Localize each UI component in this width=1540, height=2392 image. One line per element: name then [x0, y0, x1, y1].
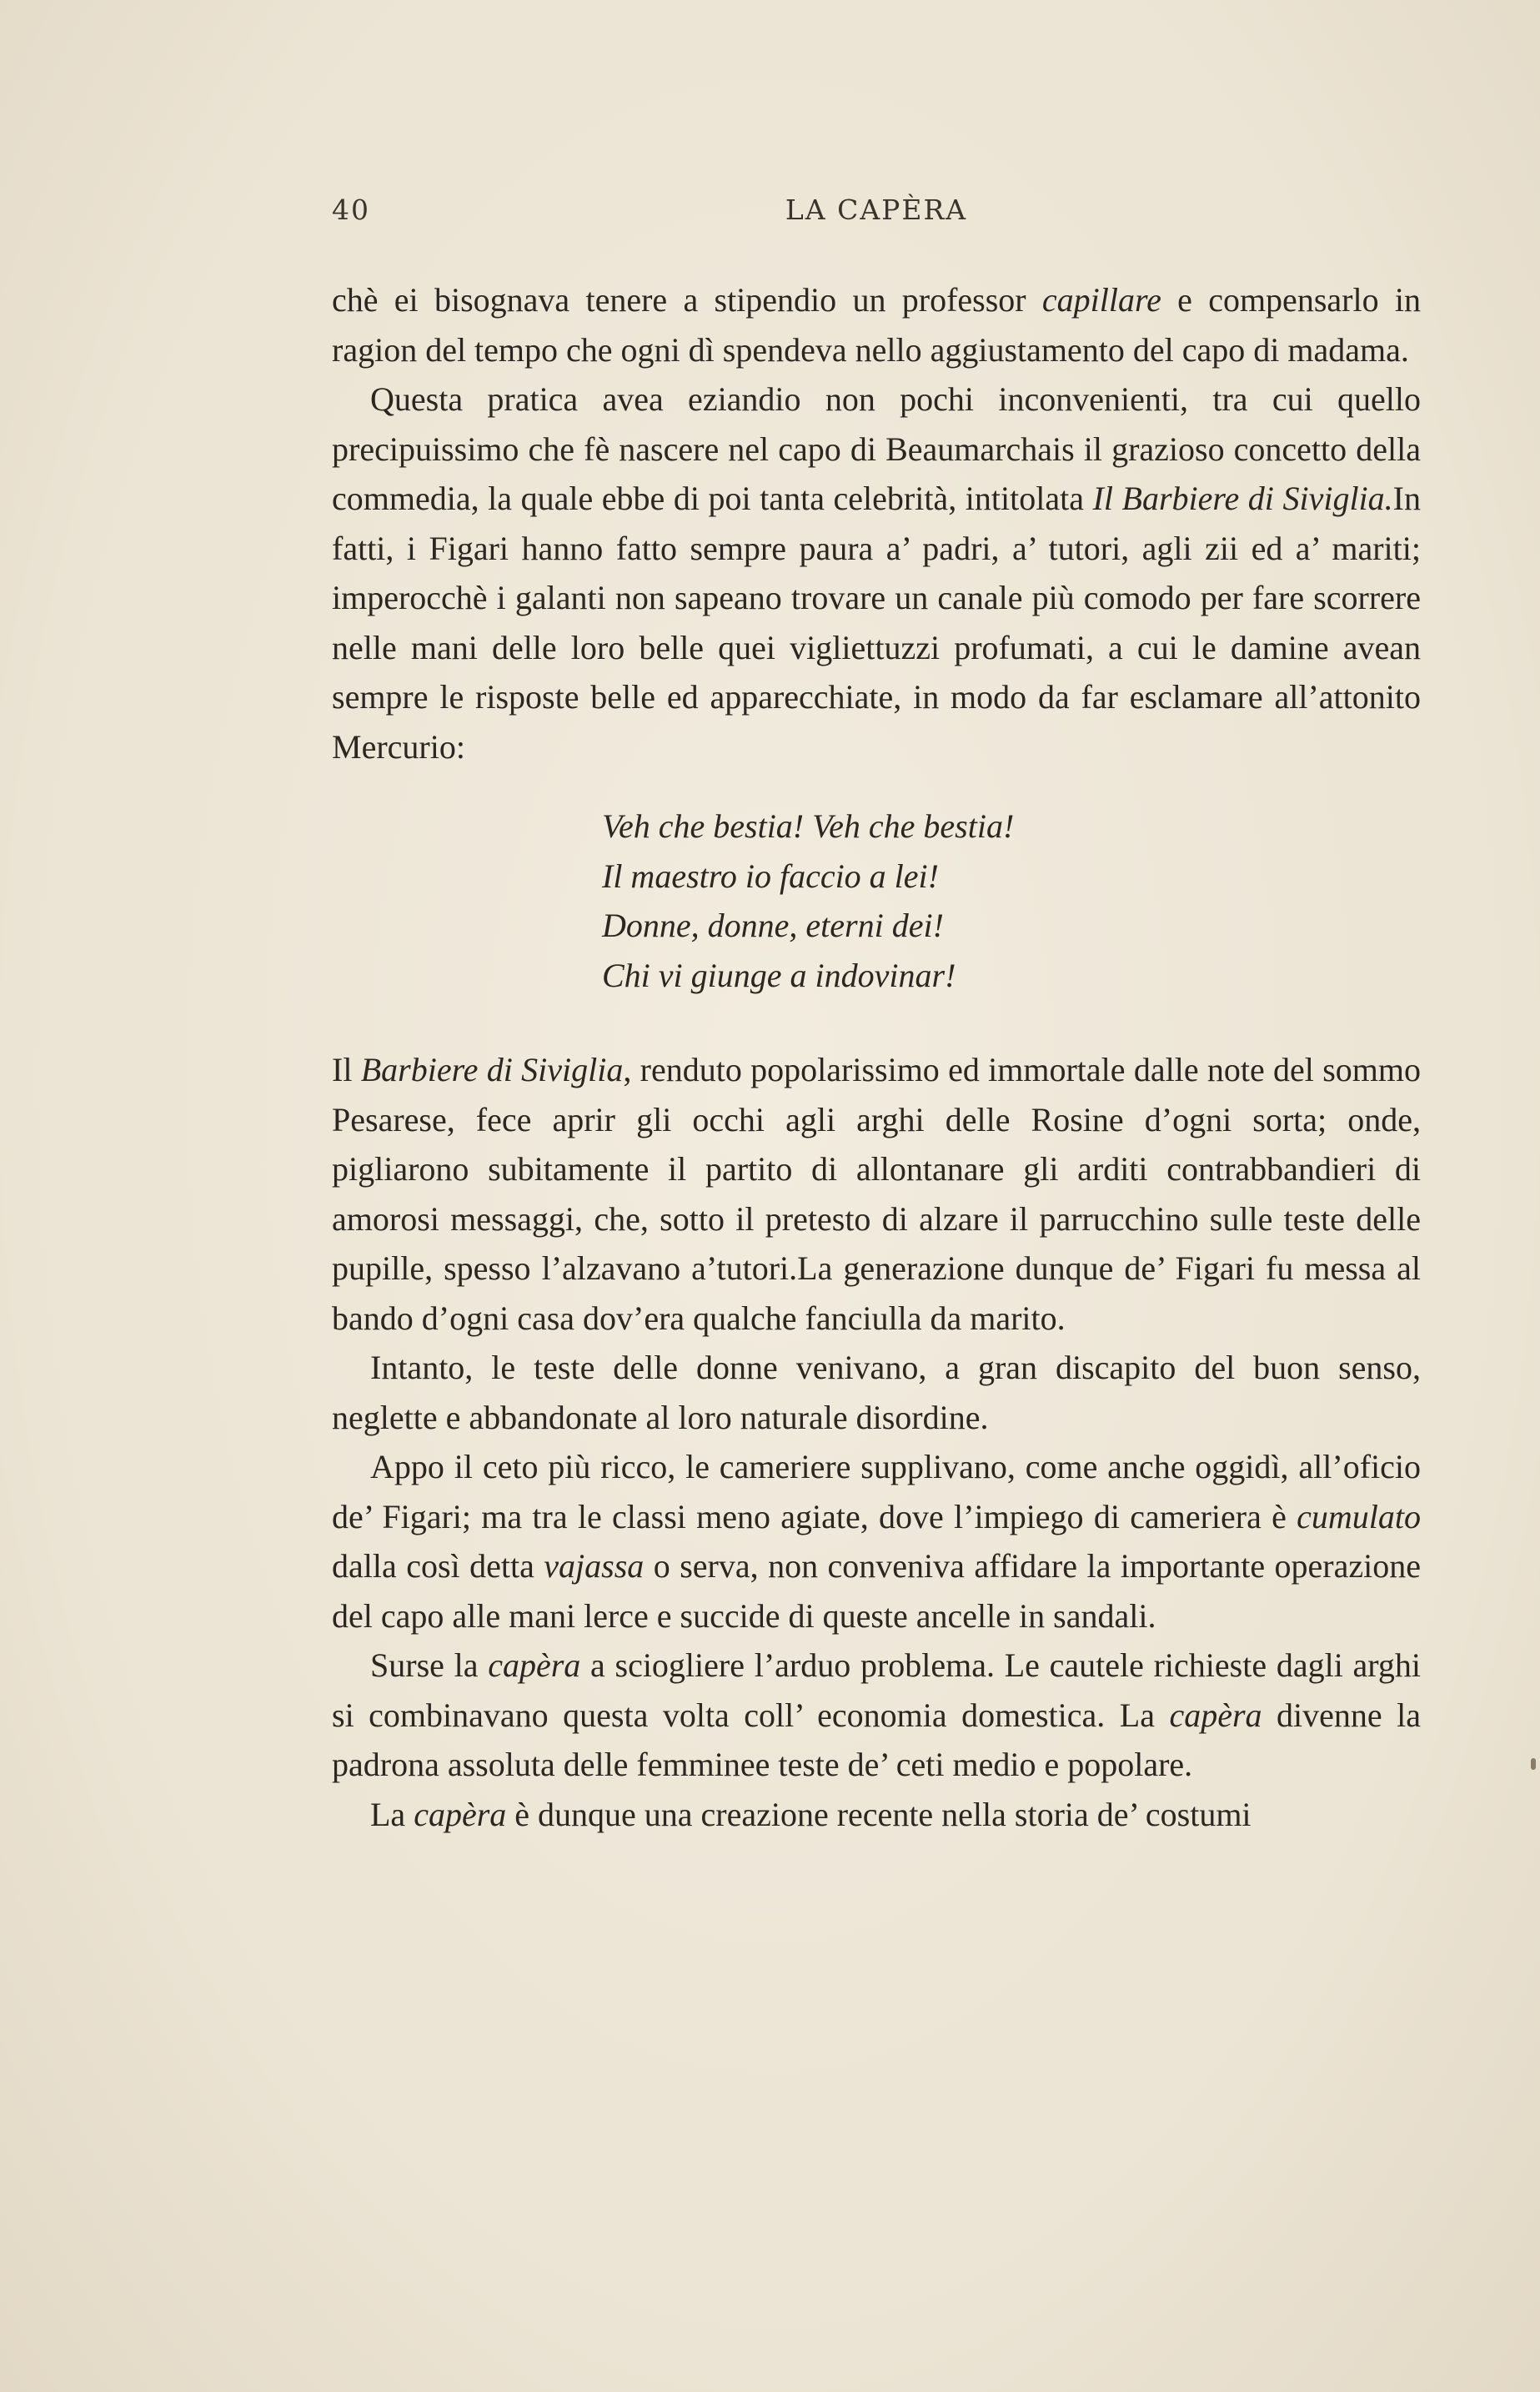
text-run: è dunque una creazione recente nella storia de’ costumi	[506, 1795, 1252, 1833]
running-title: LA CAPÈRA	[785, 193, 968, 226]
italic-run: capèra	[1169, 1696, 1262, 1734]
verse-line: Il maestro io faccio a lei!	[602, 857, 939, 895]
verse-line: Veh che bestia! Veh che bestia!	[602, 807, 1015, 845]
text-run: In fatti, i Figari hanno fatto sempre paura a’ padri, a’ tutori, agli zii ed a’ mariti; imperocchè i galanti non sapeano trovare un canale più comodo per fare scorrere nelle mani delle loro belle quei vigliettuzzi profumati, a cui le damine avean sempre le risposte belle ed apparecchiate, in modo da far esclamare all’attonito Mercurio:	[332, 480, 1421, 766]
paragraph	[332, 1790, 1421, 1840]
text-run: a sciogliere l’arduo problema. Le cautele richieste dagli arghi si combinavano questa volta coll’ economia domestica. La	[332, 1646, 1421, 1734]
page-number: 40	[332, 193, 370, 226]
paragraph	[332, 374, 1421, 771]
italic-run: capillare	[1041, 281, 1161, 319]
text-run: Appo il ceto più ricco, le cameriere supplivano, come anche oggidì, all’oficio de’ Figari; ma tra le classi meno agiate, dove l’impiego di cameriera è	[332, 1448, 1421, 1535]
paragraph	[332, 275, 1421, 374]
text-run: chè ei bisognava tenere a stipendio un professor	[332, 281, 1042, 319]
italic-run: capèra	[414, 1795, 507, 1833]
text-run: e compensarlo in ragion del tempo che ogni dì spendeva nello aggiustamento del capo di madama.	[332, 281, 1421, 369]
text-run: Questa pratica avea eziandio non pochi inconvenienti, tra cui quello precipuissimo che fè nascere nel capo di Beaumarchais il grazioso concetto della commedia, la quale ebbe di poi tanta celebrità, intitolata	[332, 380, 1421, 517]
paragraph	[332, 1442, 1421, 1641]
paragraph	[332, 1045, 1421, 1343]
text-run: Intanto, le teste delle donne venivano, a gran discapito del buon senso, neglette e abbandonate al loro naturale disordine.	[332, 1349, 1421, 1436]
text-run: Surse la	[370, 1646, 489, 1684]
italic-run: cumulato	[1297, 1497, 1421, 1535]
italic-run: vajassa	[544, 1547, 645, 1585]
verse-line: Chi vi giunge a indovinar!	[602, 956, 956, 994]
italic-run: Barbiere di Siviglia	[360, 1051, 624, 1088]
verse-quotation	[602, 802, 1421, 1000]
text-run: , renduto popolarissimo ed immortale dalle note del sommo Pesarese, fece aprir gli occhi agli arghi delle Rosine d’ogni sorta; onde, pigliarono subitamente il partito di allontanare gli arditi contrabbandieri di amorosi messaggi, che, sotto il pretesto di alzare il parrucchino sulle teste delle pupille, spesso l’alzavano a’tutori.La generazione dunque de’ Figari fu messa al bando d’ogni casa dov’era qualche fanciulla da marito.	[332, 1051, 1421, 1337]
text-run: dalla così detta	[332, 1547, 544, 1585]
paragraph	[332, 1343, 1421, 1442]
paragraph	[332, 1641, 1421, 1790]
italic-run: capèra	[488, 1646, 581, 1684]
body-text	[332, 275, 1421, 1839]
text-run: divenne la padrona assoluta delle femminee teste de’ ceti medio e popolare.	[332, 1696, 1421, 1783]
running-head	[332, 193, 1421, 235]
text-run: La	[370, 1795, 414, 1833]
verse-line: Donne, donne, eterni dei!	[602, 907, 944, 944]
italic-run: Il Barbiere di Siviglia.	[1092, 480, 1393, 517]
ink-speck	[1531, 1758, 1536, 1770]
text-run: Il	[332, 1051, 361, 1088]
text-run: o serva, non conveniva affidare la importante operazione del capo alle mani lerce e succide di queste ancelle in sandali.	[332, 1547, 1421, 1635]
